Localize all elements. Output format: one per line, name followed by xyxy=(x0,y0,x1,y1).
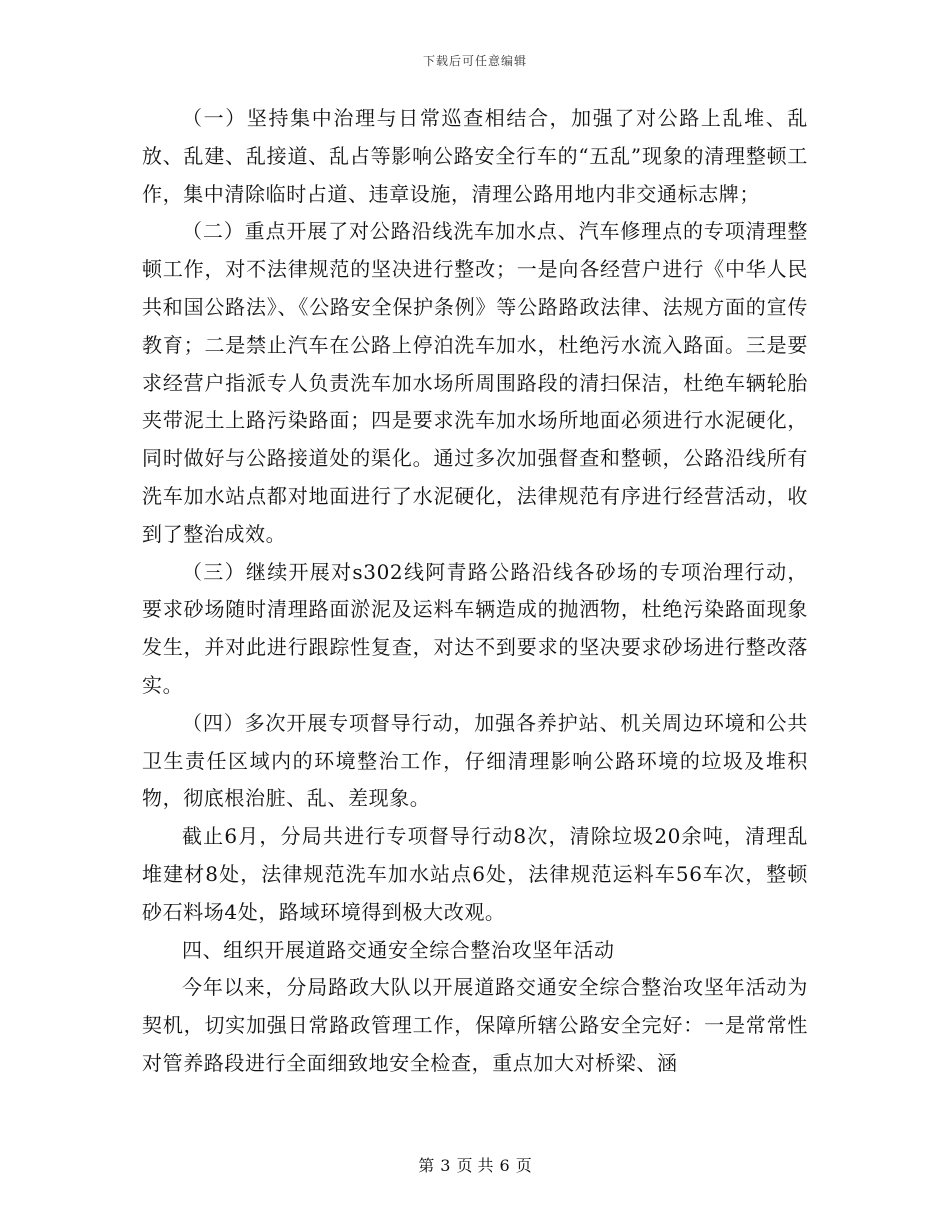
footer-prefix: 第 xyxy=(418,1156,435,1175)
section-heading: 四、组织开展道路交通安全综合整治攻坚年活动 xyxy=(182,937,615,962)
page-footer xyxy=(0,1153,950,1176)
paragraph-2: （二）重点开展了对公路沿线洗车加水点、汽车修理点的专项清理整顿工作，对不法律规范的坚决进行整改；一是向各经营户进行《中华人民共和国公路法》、《公路安全保护条例》等公路路政法律、法规方面的宣传教育；二是禁止汽车在公路上停泊洗车加水，杜绝污水流入路面。三是要求经营户指派专人负责洗车加水场所周围路段的清扫保洁，杜绝车辆轮胎夹带泥土上路污染路面；四是要求洗车加水场所地面必须进行水泥硬化，同时做好与公路接道处的渠化。通过多次加强督查和整顿，公路沿线所有洗车加水站点都对地面进行了水泥硬化，法律规范有序进行经营活动，收到了整治成效。 xyxy=(142,219,808,546)
document-body xyxy=(142,100,808,1083)
paragraph-3: （三）继续开展对s302线阿青路公路沿线各砂场的专项治理行动，要求砂场随时清理路面淤泥及运料车辆造成的抛洒物，杜绝污染路面现象发生，并对此进行跟踪性复查，对达不到要求的坚决要求砂场进行整改落实。 xyxy=(142,559,808,697)
paragraph-1: （一）坚持集中治理与日常巡查相结合，加强了对公路上乱堆、乱放、乱建、乱接道、乱占等影响公路安全行车的“五乱”现象的清理整顿工作，集中清除临时占道、违章设施，清理公路用地内非交通标志牌； xyxy=(142,106,808,206)
page-header: 下载后可任意编辑 xyxy=(422,54,527,68)
current-page-number: 3 xyxy=(440,1156,451,1175)
paragraph-5: 截止6月，分局共进行专项督导行动8次，清除垃圾20余吨，清理乱堆建材8处，法律规范洗车加水站点6处，法律规范运料车56车次，整顿砂石料场4处，路域环境得到极大改观。 xyxy=(142,824,808,924)
footer-suffix: 页 xyxy=(515,1156,532,1175)
paragraph-4: （四）多次开展专项督导行动，加强各养护站、机关周边环境和公共卫生责任区域内的环境整治工作，仔细清理影响公路环境的垃圾及堆积物，彻底根治脏、乱、差现象。 xyxy=(142,710,808,811)
paragraph-6: 今年以来，分局路政大队以开展道路交通安全综合整治攻坚年活动为契机，切实加强日常路政管理工作，保障所辖公路安全完好：一是常常性对管养路段进行全面细致地安全检查，重点加大对桥梁、涵 xyxy=(142,975,808,1075)
total-pages-number: 6 xyxy=(499,1156,510,1175)
footer-middle: 页 共 xyxy=(456,1156,494,1175)
